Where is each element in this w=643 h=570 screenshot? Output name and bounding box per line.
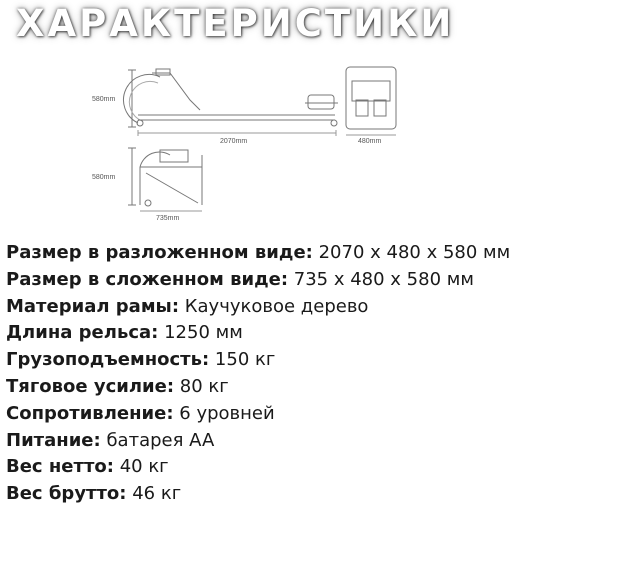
- spec-max-load: [6, 347, 526, 374]
- side-view-folded: [128, 148, 202, 211]
- spec-unfolded-size: [6, 240, 526, 267]
- spec-label: Питание:: [6, 429, 101, 451]
- spec-value: 46 кг: [132, 483, 182, 505]
- spec-label: Грузоподъемность:: [6, 349, 210, 371]
- spec-pull-force: [6, 374, 526, 401]
- spec-value: 150 кг: [214, 349, 276, 371]
- spec-value: 735 x 480 x 580 мм: [293, 268, 474, 290]
- spec-label: Вес нетто:: [6, 456, 114, 478]
- width-label: 480mm: [358, 138, 382, 145]
- spec-value: батарея AA: [106, 429, 215, 451]
- spec-gross-weight: [6, 481, 526, 508]
- spec-label: Длина рельса:: [6, 322, 159, 344]
- spec-power: [6, 428, 526, 455]
- page-title: ХАРАКТЕРИСТИКИ: [16, 2, 455, 45]
- rowing-machine-dimension-drawing: [90, 55, 420, 230]
- spec-label: Тяговое усилие:: [6, 375, 175, 397]
- spec-label: Размер в разложенном виде:: [6, 242, 313, 263]
- front-view: [346, 67, 396, 135]
- length-unfolded-label: 2070mm: [220, 138, 248, 145]
- spec-label: Вес брутто:: [6, 483, 127, 505]
- spec-frame-material: [6, 294, 526, 321]
- length-folded-label: 735mm: [156, 215, 180, 222]
- spec-value: Каучуковое дерево: [184, 295, 369, 317]
- dimension-drawing-svg: [90, 55, 420, 230]
- spec-value: 40 кг: [119, 456, 169, 478]
- spec-value: 6 уровней: [179, 402, 275, 424]
- spec-label: Материал рамы:: [6, 295, 180, 317]
- spec-label: Размер в сложенном виде:: [6, 268, 289, 290]
- spec-label: Сопротивление:: [6, 402, 174, 424]
- spec-value: 2070 x 480 x 580 мм: [318, 242, 511, 263]
- side-view-unfolded: [124, 69, 338, 136]
- spec-value: 1250 мм: [164, 322, 243, 344]
- spec-rail-length: [6, 320, 526, 347]
- height-unfolded-label: 580mm: [92, 96, 116, 103]
- spec-value: 80 кг: [179, 375, 229, 397]
- spec-net-weight: [6, 454, 526, 481]
- height-folded-label: 580mm: [92, 174, 116, 181]
- specs-list: [6, 240, 526, 508]
- spec-resistance: [6, 401, 526, 428]
- spec-folded-size: [6, 267, 526, 294]
